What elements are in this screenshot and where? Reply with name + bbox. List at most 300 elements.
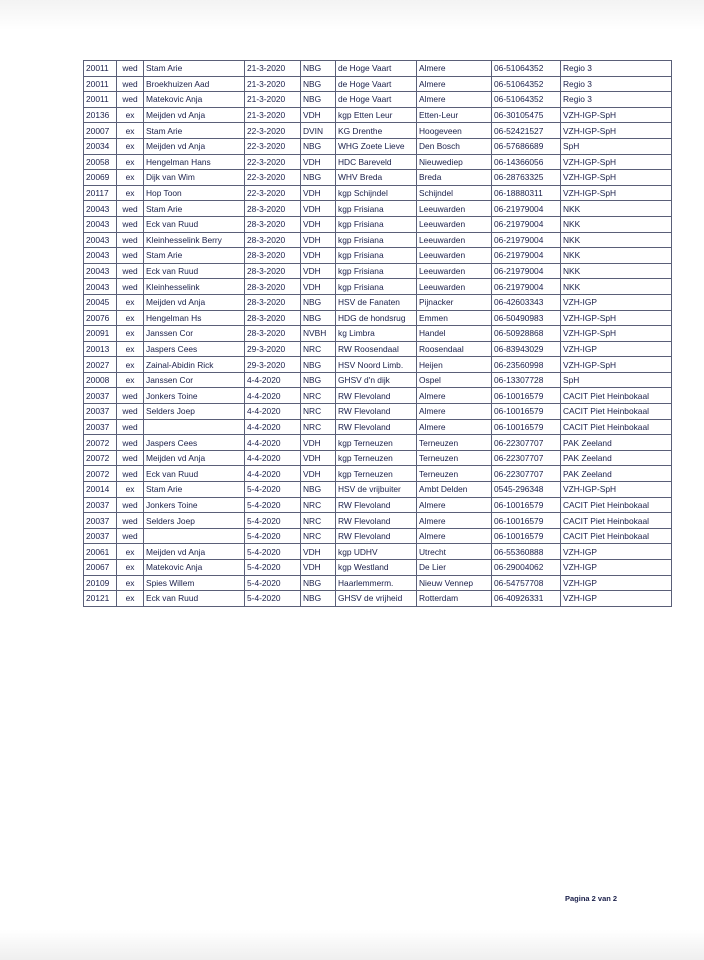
event-code-cell: 20072 bbox=[84, 450, 117, 466]
club-cell: kgp Frisiana bbox=[336, 263, 417, 279]
judge-name-cell: Jaspers Cees bbox=[144, 341, 245, 357]
event-code-cell: 20117 bbox=[84, 185, 117, 201]
location-cell: Terneuzen bbox=[417, 450, 492, 466]
organisation-cell: VDH bbox=[301, 154, 336, 170]
note-cell: VZH-IGP-SpH bbox=[561, 170, 672, 186]
phone-cell: 06-10016579 bbox=[492, 404, 561, 420]
event-type-cell: ex bbox=[117, 326, 144, 342]
location-cell: Hoogeveen bbox=[417, 123, 492, 139]
schedule-table-body bbox=[84, 61, 672, 607]
phone-cell: 06-22307707 bbox=[492, 450, 561, 466]
location-cell: Rotterdam bbox=[417, 591, 492, 607]
event-code-cell: 20045 bbox=[84, 294, 117, 310]
table-row bbox=[84, 185, 672, 201]
club-cell: GHSV de vrijheid bbox=[336, 591, 417, 607]
location-cell: Breda bbox=[417, 170, 492, 186]
club-cell: kgp Frisiana bbox=[336, 248, 417, 264]
date-cell: 4-4-2020 bbox=[245, 388, 301, 404]
note-cell: PAK Zeeland bbox=[561, 450, 672, 466]
judge-name-cell bbox=[144, 419, 245, 435]
club-cell: RW Flevoland bbox=[336, 404, 417, 420]
organisation-cell: NBG bbox=[301, 76, 336, 92]
judge-name-cell: Eck van Ruud bbox=[144, 591, 245, 607]
phone-cell: 06-40926331 bbox=[492, 591, 561, 607]
event-code-cell: 20043 bbox=[84, 216, 117, 232]
event-code-cell: 20043 bbox=[84, 248, 117, 264]
phone-cell: 06-54757708 bbox=[492, 575, 561, 591]
judge-name-cell: Stam Arie bbox=[144, 482, 245, 498]
location-cell: Almere bbox=[417, 513, 492, 529]
organisation-cell: VDH bbox=[301, 279, 336, 295]
date-cell: 22-3-2020 bbox=[245, 170, 301, 186]
organisation-cell: VDH bbox=[301, 107, 336, 123]
date-cell: 29-3-2020 bbox=[245, 341, 301, 357]
location-cell: Leeuwarden bbox=[417, 248, 492, 264]
organisation-cell: VDH bbox=[301, 216, 336, 232]
event-code-cell: 20011 bbox=[84, 76, 117, 92]
location-cell: Leeuwarden bbox=[417, 216, 492, 232]
judge-name-cell: Dijk van Wim bbox=[144, 170, 245, 186]
organisation-cell: VDH bbox=[301, 263, 336, 279]
organisation-cell: VDH bbox=[301, 450, 336, 466]
table-row bbox=[84, 404, 672, 420]
event-type-cell: ex bbox=[117, 138, 144, 154]
location-cell: Leeuwarden bbox=[417, 201, 492, 217]
club-cell: kgp Frisiana bbox=[336, 201, 417, 217]
table-row bbox=[84, 544, 672, 560]
event-type-cell: wed bbox=[117, 497, 144, 513]
note-cell: VZH-IGP bbox=[561, 294, 672, 310]
event-code-cell: 20091 bbox=[84, 326, 117, 342]
phone-cell: 06-21979004 bbox=[492, 279, 561, 295]
phone-cell: 06-18880311 bbox=[492, 185, 561, 201]
note-cell: SpH bbox=[561, 138, 672, 154]
location-cell: Almere bbox=[417, 92, 492, 108]
event-code-cell: 20037 bbox=[84, 528, 117, 544]
date-cell: 5-4-2020 bbox=[245, 591, 301, 607]
phone-cell: 06-22307707 bbox=[492, 466, 561, 482]
club-cell: kgp Frisiana bbox=[336, 216, 417, 232]
club-cell: kgp Frisiana bbox=[336, 232, 417, 248]
table-row bbox=[84, 216, 672, 232]
location-cell: Leeuwarden bbox=[417, 263, 492, 279]
location-cell: Nieuwediep bbox=[417, 154, 492, 170]
judge-name-cell: Janssen Cor bbox=[144, 372, 245, 388]
note-cell: VZH-IGP-SpH bbox=[561, 185, 672, 201]
event-code-cell: 20014 bbox=[84, 482, 117, 498]
event-type-cell: wed bbox=[117, 201, 144, 217]
note-cell: NKK bbox=[561, 248, 672, 264]
judge-name-cell: Kleinhesselink bbox=[144, 279, 245, 295]
event-code-cell: 20061 bbox=[84, 544, 117, 560]
date-cell: 28-3-2020 bbox=[245, 216, 301, 232]
date-cell: 28-3-2020 bbox=[245, 279, 301, 295]
location-cell: Utrecht bbox=[417, 544, 492, 560]
judge-name-cell: Jaspers Cees bbox=[144, 435, 245, 451]
location-cell: Ospel bbox=[417, 372, 492, 388]
event-type-cell: ex bbox=[117, 372, 144, 388]
page-number: Pagina 2 van 2 bbox=[565, 894, 618, 903]
note-cell: CACIT Piet Heinbokaal bbox=[561, 388, 672, 404]
organisation-cell: NRC bbox=[301, 404, 336, 420]
event-type-cell: wed bbox=[117, 435, 144, 451]
event-code-cell: 20043 bbox=[84, 263, 117, 279]
event-code-cell: 20043 bbox=[84, 201, 117, 217]
event-type-cell: wed bbox=[117, 263, 144, 279]
phone-cell: 06-29004062 bbox=[492, 560, 561, 576]
organisation-cell: VDH bbox=[301, 185, 336, 201]
event-type-cell: wed bbox=[117, 76, 144, 92]
event-code-cell: 20037 bbox=[84, 497, 117, 513]
judge-name-cell: Meijden vd Anja bbox=[144, 544, 245, 560]
note-cell: VZH-IGP-SpH bbox=[561, 482, 672, 498]
table-row bbox=[84, 201, 672, 217]
club-cell: kgp Terneuzen bbox=[336, 435, 417, 451]
location-cell: De Lier bbox=[417, 560, 492, 576]
date-cell: 28-3-2020 bbox=[245, 232, 301, 248]
date-cell: 4-4-2020 bbox=[245, 404, 301, 420]
club-cell: HDG de hondsrug bbox=[336, 310, 417, 326]
table-row bbox=[84, 310, 672, 326]
club-cell: KG Drenthe bbox=[336, 123, 417, 139]
event-code-cell: 20011 bbox=[84, 61, 117, 77]
organisation-cell: NBG bbox=[301, 372, 336, 388]
organisation-cell: VDH bbox=[301, 232, 336, 248]
judge-name-cell: Meijden vd Anja bbox=[144, 138, 245, 154]
organisation-cell: NRC bbox=[301, 528, 336, 544]
date-cell: 5-4-2020 bbox=[245, 482, 301, 498]
table-row bbox=[84, 497, 672, 513]
phone-cell: 06-83943029 bbox=[492, 341, 561, 357]
note-cell: VZH-IGP-SpH bbox=[561, 326, 672, 342]
club-cell: kgp UDHV bbox=[336, 544, 417, 560]
location-cell: Almere bbox=[417, 497, 492, 513]
event-code-cell: 20076 bbox=[84, 310, 117, 326]
organisation-cell: VDH bbox=[301, 560, 336, 576]
date-cell: 28-3-2020 bbox=[245, 248, 301, 264]
club-cell: de Hoge Vaart bbox=[336, 61, 417, 77]
event-code-cell: 20072 bbox=[84, 435, 117, 451]
organisation-cell: NRC bbox=[301, 388, 336, 404]
note-cell: CACIT Piet Heinbokaal bbox=[561, 497, 672, 513]
event-code-cell: 20136 bbox=[84, 107, 117, 123]
organisation-cell: NBG bbox=[301, 138, 336, 154]
judge-name-cell: Jonkers Toine bbox=[144, 388, 245, 404]
organisation-cell: NBG bbox=[301, 92, 336, 108]
event-type-cell: ex bbox=[117, 154, 144, 170]
phone-cell: 06-10016579 bbox=[492, 497, 561, 513]
table-row bbox=[84, 232, 672, 248]
location-cell: Schijndel bbox=[417, 185, 492, 201]
event-code-cell: 20037 bbox=[84, 388, 117, 404]
judge-name-cell: Eck van Ruud bbox=[144, 263, 245, 279]
schedule-table bbox=[83, 60, 672, 607]
judge-name-cell: Stam Arie bbox=[144, 123, 245, 139]
club-cell: kgp Etten Leur bbox=[336, 107, 417, 123]
event-code-cell: 20058 bbox=[84, 154, 117, 170]
date-cell: 4-4-2020 bbox=[245, 435, 301, 451]
table-row bbox=[84, 107, 672, 123]
table-row bbox=[84, 513, 672, 529]
note-cell: VZH-IGP bbox=[561, 575, 672, 591]
event-type-cell: ex bbox=[117, 185, 144, 201]
event-type-cell: ex bbox=[117, 575, 144, 591]
phone-cell: 06-50490983 bbox=[492, 310, 561, 326]
organisation-cell: VDH bbox=[301, 544, 336, 560]
event-code-cell: 20072 bbox=[84, 466, 117, 482]
event-type-cell: wed bbox=[117, 450, 144, 466]
organisation-cell: DVIN bbox=[301, 123, 336, 139]
organisation-cell: NBG bbox=[301, 61, 336, 77]
table-row bbox=[84, 482, 672, 498]
event-type-cell: ex bbox=[117, 123, 144, 139]
event-code-cell: 20008 bbox=[84, 372, 117, 388]
phone-cell: 06-10016579 bbox=[492, 388, 561, 404]
judge-name-cell: Spies Willem bbox=[144, 575, 245, 591]
judge-name-cell: Stam Arie bbox=[144, 61, 245, 77]
event-type-cell: wed bbox=[117, 61, 144, 77]
location-cell: Terneuzen bbox=[417, 435, 492, 451]
table-row bbox=[84, 575, 672, 591]
note-cell: Regio 3 bbox=[561, 92, 672, 108]
club-cell: RW Flevoland bbox=[336, 388, 417, 404]
date-cell: 4-4-2020 bbox=[245, 372, 301, 388]
date-cell: 5-4-2020 bbox=[245, 528, 301, 544]
event-type-cell: ex bbox=[117, 341, 144, 357]
event-type-cell: wed bbox=[117, 404, 144, 420]
note-cell: VZH-IGP-SpH bbox=[561, 310, 672, 326]
judge-name-cell: Janssen Cor bbox=[144, 326, 245, 342]
phone-cell: 06-52421527 bbox=[492, 123, 561, 139]
date-cell: 5-4-2020 bbox=[245, 497, 301, 513]
phone-cell: 06-21979004 bbox=[492, 232, 561, 248]
table-row bbox=[84, 326, 672, 342]
club-cell: kgp Frisiana bbox=[336, 279, 417, 295]
phone-cell: 06-55360888 bbox=[492, 544, 561, 560]
table-row bbox=[84, 154, 672, 170]
note-cell: NKK bbox=[561, 201, 672, 217]
table-row bbox=[84, 341, 672, 357]
date-cell: 28-3-2020 bbox=[245, 201, 301, 217]
event-code-cell: 20037 bbox=[84, 513, 117, 529]
table-row bbox=[84, 591, 672, 607]
club-cell: kgp Terneuzen bbox=[336, 466, 417, 482]
event-type-cell: ex bbox=[117, 357, 144, 373]
organisation-cell: VDH bbox=[301, 201, 336, 217]
phone-cell: 06-10016579 bbox=[492, 419, 561, 435]
phone-cell: 06-51064352 bbox=[492, 76, 561, 92]
judge-name-cell: Meijden vd Anja bbox=[144, 107, 245, 123]
date-cell: 22-3-2020 bbox=[245, 123, 301, 139]
date-cell: 4-4-2020 bbox=[245, 419, 301, 435]
phone-cell: 06-23560998 bbox=[492, 357, 561, 373]
location-cell: Leeuwarden bbox=[417, 279, 492, 295]
phone-cell: 06-21979004 bbox=[492, 263, 561, 279]
note-cell: VZH-IGP bbox=[561, 544, 672, 560]
judge-name-cell: Stam Arie bbox=[144, 201, 245, 217]
table-row bbox=[84, 263, 672, 279]
event-code-cell: 20109 bbox=[84, 575, 117, 591]
phone-cell: 06-10016579 bbox=[492, 513, 561, 529]
note-cell: NKK bbox=[561, 232, 672, 248]
note-cell: Regio 3 bbox=[561, 61, 672, 77]
organisation-cell: NRC bbox=[301, 341, 336, 357]
event-type-cell: wed bbox=[117, 232, 144, 248]
club-cell: HSV de vrijbuiter bbox=[336, 482, 417, 498]
judge-name-cell: Eck van Ruud bbox=[144, 216, 245, 232]
organisation-cell: NRC bbox=[301, 497, 336, 513]
table-row bbox=[84, 435, 672, 451]
table-row bbox=[84, 419, 672, 435]
table-row bbox=[84, 279, 672, 295]
event-code-cell: 20043 bbox=[84, 232, 117, 248]
phone-cell: 06-30105475 bbox=[492, 107, 561, 123]
judge-name-cell: Hengelman Hans bbox=[144, 154, 245, 170]
event-type-cell: wed bbox=[117, 466, 144, 482]
note-cell: PAK Zeeland bbox=[561, 466, 672, 482]
date-cell: 5-4-2020 bbox=[245, 575, 301, 591]
phone-cell: 06-51064352 bbox=[492, 92, 561, 108]
phone-cell: 0545-296348 bbox=[492, 482, 561, 498]
club-cell: WHG Zoete Lieve bbox=[336, 138, 417, 154]
note-cell: VZH-IGP bbox=[561, 560, 672, 576]
club-cell: HSV Noord Limb. bbox=[336, 357, 417, 373]
event-code-cell: 20121 bbox=[84, 591, 117, 607]
event-type-cell: ex bbox=[117, 310, 144, 326]
date-cell: 28-3-2020 bbox=[245, 326, 301, 342]
club-cell: kgp Terneuzen bbox=[336, 450, 417, 466]
organisation-cell: NBG bbox=[301, 310, 336, 326]
event-type-cell: wed bbox=[117, 216, 144, 232]
location-cell: Leeuwarden bbox=[417, 232, 492, 248]
event-code-cell: 20067 bbox=[84, 560, 117, 576]
judge-name-cell: Selders Joep bbox=[144, 404, 245, 420]
location-cell: Handel bbox=[417, 326, 492, 342]
phone-cell: 06-21979004 bbox=[492, 216, 561, 232]
organisation-cell: NRC bbox=[301, 513, 336, 529]
club-cell: kg Limbra bbox=[336, 326, 417, 342]
location-cell: Almere bbox=[417, 388, 492, 404]
judge-name-cell: Eck van Ruud bbox=[144, 466, 245, 482]
phone-cell: 06-42603343 bbox=[492, 294, 561, 310]
event-code-cell: 20037 bbox=[84, 419, 117, 435]
judge-name-cell: Jonkers Toine bbox=[144, 497, 245, 513]
location-cell: Heijen bbox=[417, 357, 492, 373]
judge-name-cell: Broekhuizen Aad bbox=[144, 76, 245, 92]
club-cell: HSV de Fanaten bbox=[336, 294, 417, 310]
judge-name-cell: Selders Joep bbox=[144, 513, 245, 529]
note-cell: VZH-IGP bbox=[561, 341, 672, 357]
event-code-cell: 20013 bbox=[84, 341, 117, 357]
event-code-cell: 20043 bbox=[84, 279, 117, 295]
organisation-cell: NBG bbox=[301, 170, 336, 186]
judge-name-cell: Hengelman Hs bbox=[144, 310, 245, 326]
location-cell: Almere bbox=[417, 404, 492, 420]
location-cell: Ambt Delden bbox=[417, 482, 492, 498]
table-row bbox=[84, 76, 672, 92]
location-cell: Almere bbox=[417, 76, 492, 92]
table-row bbox=[84, 450, 672, 466]
event-type-cell: ex bbox=[117, 107, 144, 123]
date-cell: 22-3-2020 bbox=[245, 154, 301, 170]
event-code-cell: 20069 bbox=[84, 170, 117, 186]
date-cell: 5-4-2020 bbox=[245, 560, 301, 576]
table-row bbox=[84, 372, 672, 388]
event-type-cell: ex bbox=[117, 482, 144, 498]
date-cell: 29-3-2020 bbox=[245, 357, 301, 373]
judge-name-cell: Meijden vd Anja bbox=[144, 294, 245, 310]
organisation-cell: NRC bbox=[301, 419, 336, 435]
event-type-cell: ex bbox=[117, 544, 144, 560]
club-cell: Haarlemmerm. bbox=[336, 575, 417, 591]
event-type-cell: ex bbox=[117, 170, 144, 186]
table-row bbox=[84, 92, 672, 108]
table-row bbox=[84, 294, 672, 310]
date-cell: 22-3-2020 bbox=[245, 185, 301, 201]
organisation-cell: VDH bbox=[301, 435, 336, 451]
organisation-cell: NBG bbox=[301, 357, 336, 373]
note-cell: CACIT Piet Heinbokaal bbox=[561, 528, 672, 544]
note-cell: PAK Zeeland bbox=[561, 435, 672, 451]
note-cell: NKK bbox=[561, 263, 672, 279]
date-cell: 5-4-2020 bbox=[245, 513, 301, 529]
judge-name-cell: Kleinhesselink Berry bbox=[144, 232, 245, 248]
table-row bbox=[84, 170, 672, 186]
date-cell: 4-4-2020 bbox=[245, 450, 301, 466]
judge-name-cell: Meijden vd Anja bbox=[144, 450, 245, 466]
event-type-cell: wed bbox=[117, 388, 144, 404]
table-row bbox=[84, 466, 672, 482]
event-code-cell: 20007 bbox=[84, 123, 117, 139]
date-cell: 21-3-2020 bbox=[245, 76, 301, 92]
table-row bbox=[84, 138, 672, 154]
table-row bbox=[84, 528, 672, 544]
phone-cell: 06-57686689 bbox=[492, 138, 561, 154]
organisation-cell: NBG bbox=[301, 575, 336, 591]
club-cell: HDC Bareveld bbox=[336, 154, 417, 170]
note-cell: NKK bbox=[561, 279, 672, 295]
location-cell: Almere bbox=[417, 419, 492, 435]
table-row bbox=[84, 123, 672, 139]
location-cell: Den Bosch bbox=[417, 138, 492, 154]
note-cell: VZH-IGP bbox=[561, 591, 672, 607]
phone-cell: 06-21979004 bbox=[492, 248, 561, 264]
event-type-cell: wed bbox=[117, 419, 144, 435]
event-type-cell: ex bbox=[117, 591, 144, 607]
phone-cell: 06-51064352 bbox=[492, 61, 561, 77]
location-cell: Etten-Leur bbox=[417, 107, 492, 123]
organisation-cell: VDH bbox=[301, 466, 336, 482]
note-cell: SpH bbox=[561, 372, 672, 388]
event-code-cell: 20037 bbox=[84, 404, 117, 420]
club-cell: RW Flevoland bbox=[336, 497, 417, 513]
club-cell: de Hoge Vaart bbox=[336, 76, 417, 92]
organisation-cell: VDH bbox=[301, 248, 336, 264]
date-cell: 28-3-2020 bbox=[245, 294, 301, 310]
note-cell: Regio 3 bbox=[561, 76, 672, 92]
club-cell: RW Flevoland bbox=[336, 513, 417, 529]
judge-name-cell: Stam Arie bbox=[144, 248, 245, 264]
club-cell: de Hoge Vaart bbox=[336, 92, 417, 108]
club-cell: kgp Westland bbox=[336, 560, 417, 576]
club-cell: WHV Breda bbox=[336, 170, 417, 186]
note-cell: CACIT Piet Heinbokaal bbox=[561, 404, 672, 420]
note-cell: VZH-IGP-SpH bbox=[561, 357, 672, 373]
date-cell: 28-3-2020 bbox=[245, 263, 301, 279]
date-cell: 21-3-2020 bbox=[245, 107, 301, 123]
club-cell: GHSV d'n dijk bbox=[336, 372, 417, 388]
note-cell: VZH-IGP-SpH bbox=[561, 154, 672, 170]
